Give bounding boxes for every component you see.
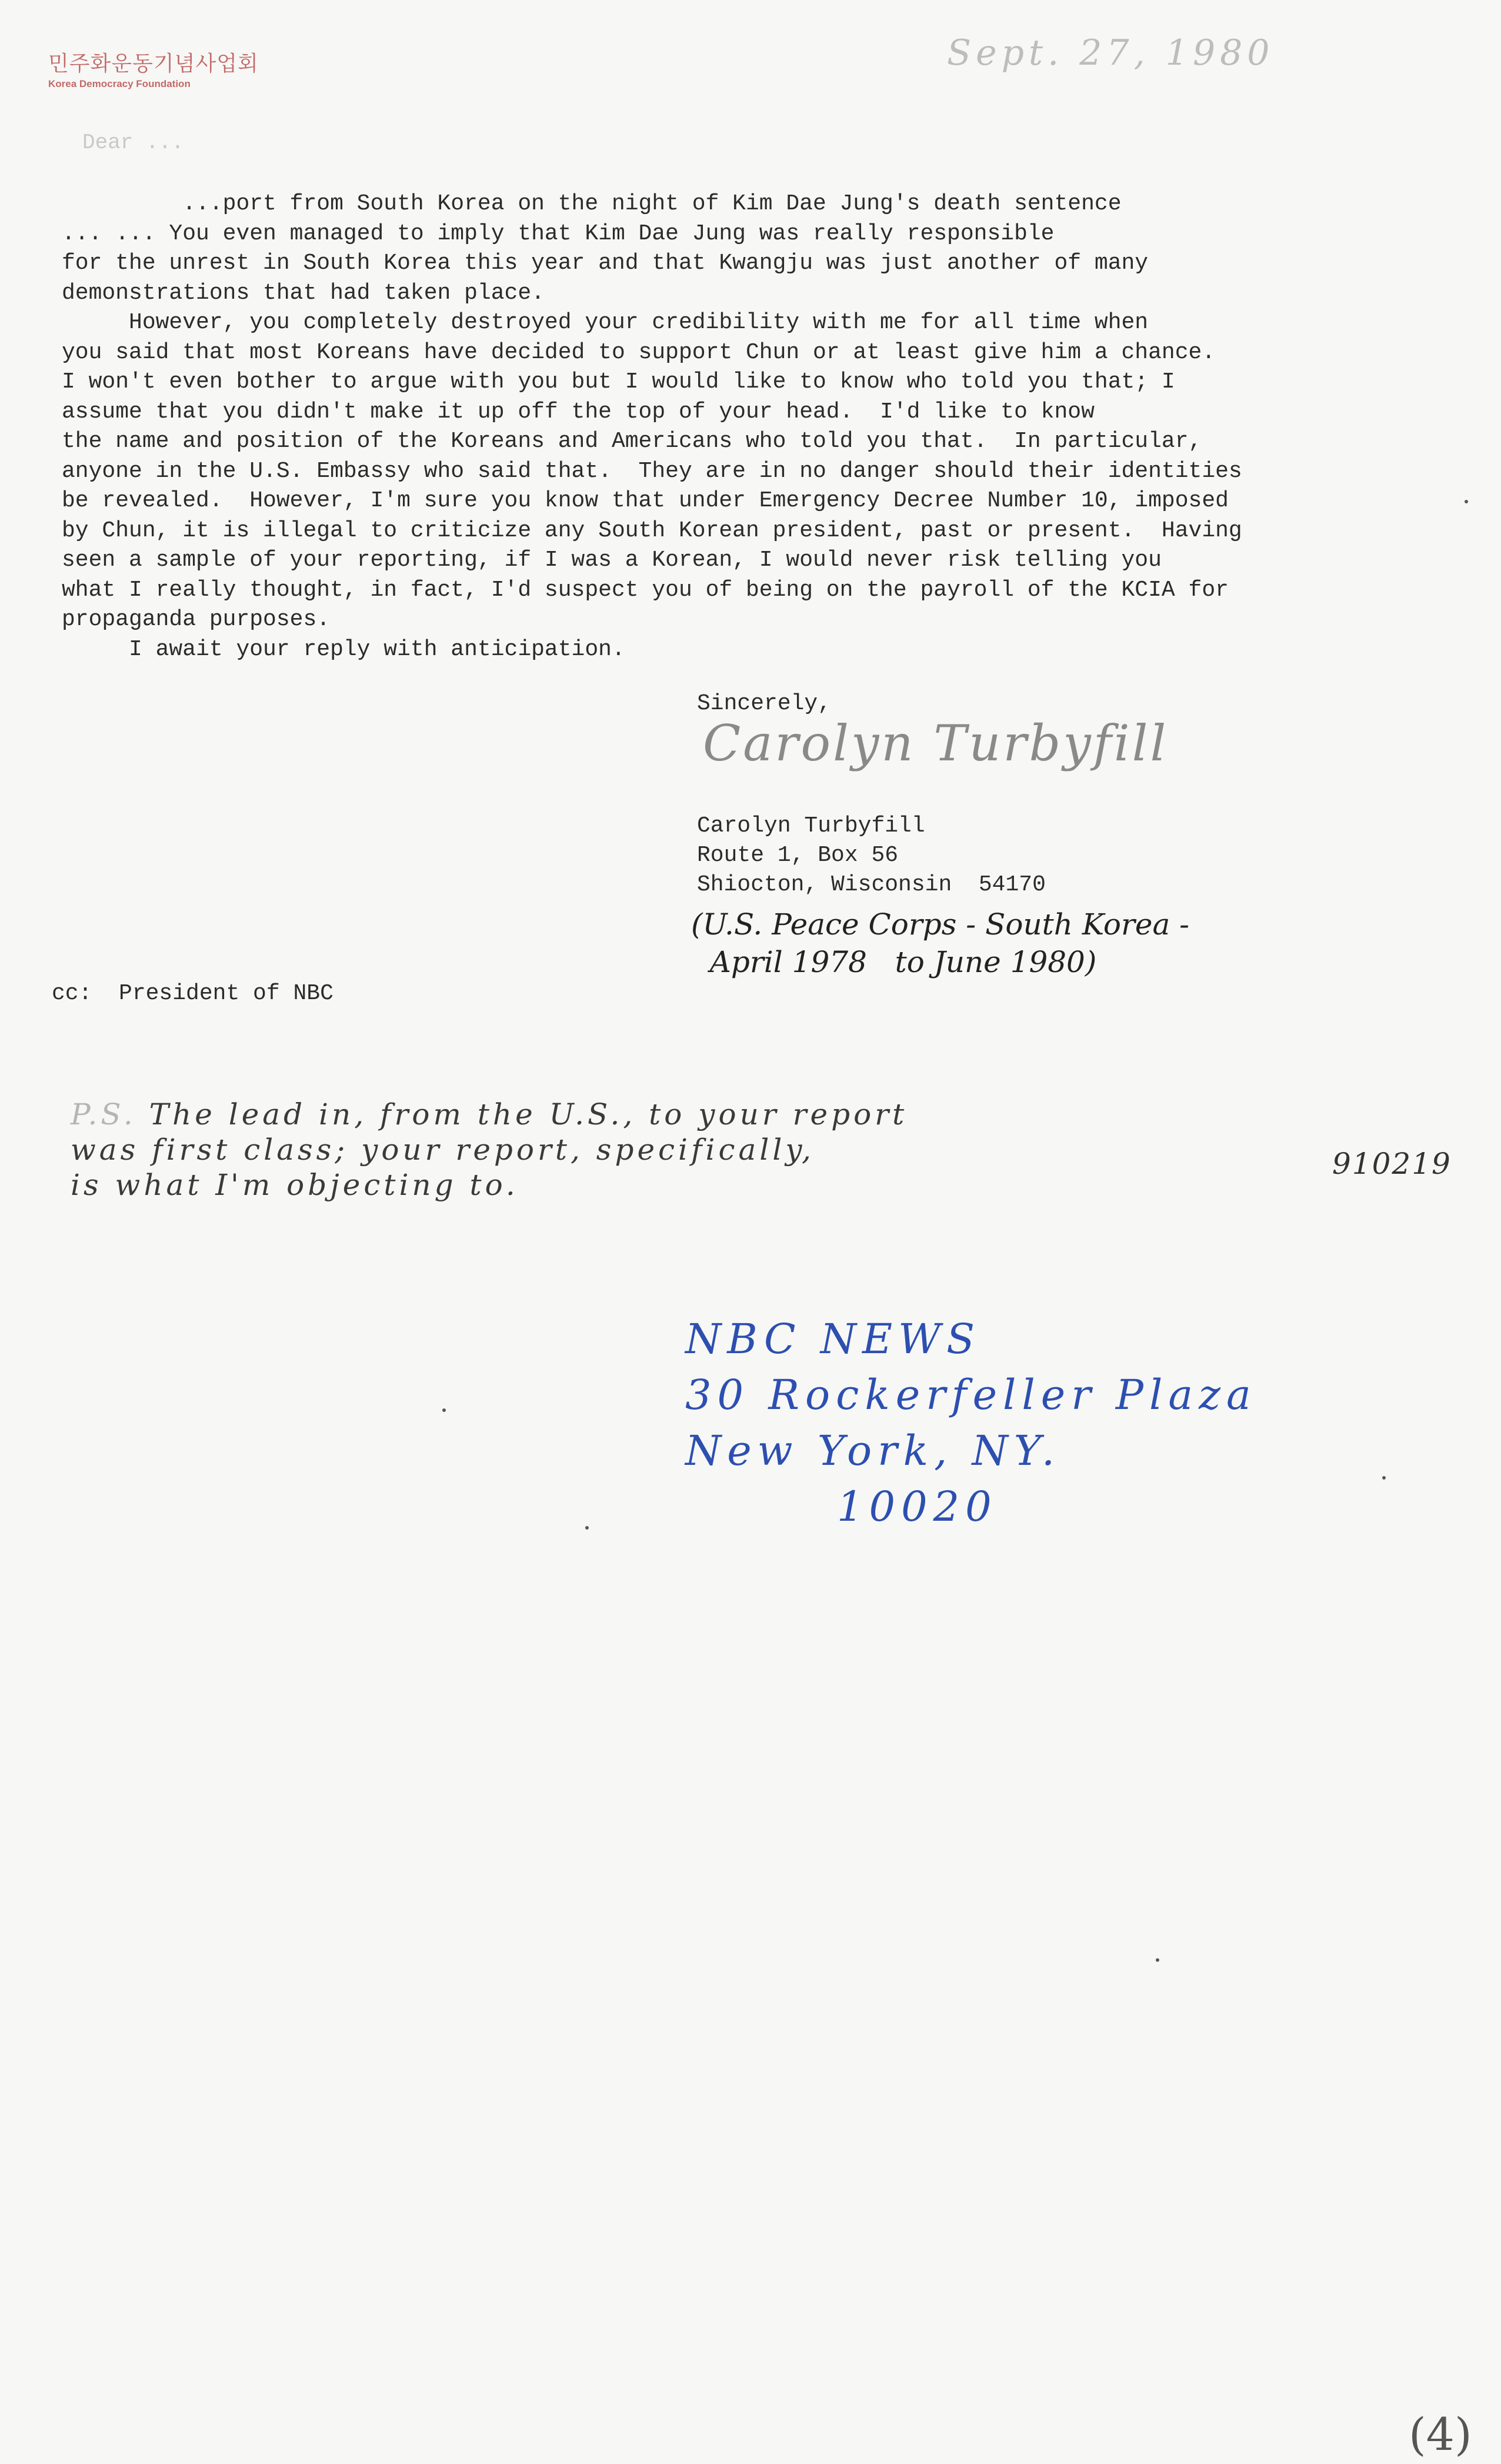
closing: Sincerely, [697, 691, 832, 716]
paper-speck [1156, 1958, 1159, 1962]
body-line: I await your reply with anticipation. [62, 636, 625, 662]
salutation: Dear ... [82, 131, 184, 155]
paper-speck [442, 1408, 446, 1412]
recipient-address [685, 1311, 1257, 1535]
recipient-line: NBC NEWS [685, 1315, 981, 1363]
body-line: ... ... You even managed to imply that Kim Dae Jung was really responsible [62, 221, 1055, 246]
body-line: the name and position of the Koreans and Americans who told you that. In particular, [62, 429, 1202, 454]
ps-line: is what I'm objecting to. [71, 1168, 519, 1202]
cc-line: cc: President of NBC [52, 981, 333, 1006]
sender-route: Route 1, Box 56 [697, 843, 899, 868]
ps-line: The lead in, from the U.S., to your report [136, 1097, 908, 1131]
body-line: for the unrest in South Korea this year and that Kwangju was just another of many [62, 251, 1149, 276]
page-number: (4) [1409, 2408, 1472, 2460]
ps-marker: P.S. [71, 1097, 136, 1131]
paper-speck [585, 1526, 589, 1530]
paper-speck [1465, 500, 1468, 503]
body-line: anyone in the U.S. Embassy who said that. They are in no danger should their identities [62, 458, 1242, 484]
body-line: propaganda purposes. [62, 607, 331, 632]
recipient-line: 10020 [685, 1483, 998, 1531]
postscript [71, 1097, 908, 1203]
recipient-line: 30 Rockerfeller Plaza [685, 1371, 1257, 1419]
body-line: seen a sample of your reporting, if I was a Korean, I would never risk telling you [62, 547, 1162, 573]
body-line: be revealed. However, I'm sure you know that under Emergency Decree Number 10, imposed [62, 488, 1229, 513]
peace-corps-line: April 1978 to June 1980) [691, 945, 1097, 979]
body-line: demonstrations that had taken place. [62, 280, 545, 306]
sender-city: Shiocton, Wisconsin 54170 [697, 872, 1046, 897]
sender-name: Carolyn Turbyfill [697, 813, 925, 839]
ps-line: was first class; your report, specifically, [71, 1133, 815, 1167]
watermark-english: Korea Democracy Foundation [48, 78, 191, 89]
foundation-watermark [48, 47, 259, 90]
reference-number: 910219 [1332, 1147, 1452, 1181]
paper-speck [1382, 1476, 1386, 1480]
peace-corps-line: (U.S. Peace Corps - South Korea - [691, 907, 1190, 941]
watermark-korean: 민주화운동기념사업회 [48, 52, 259, 76]
body-line: you said that most Koreans have decided to support Chun or at least give him a chance. [62, 339, 1216, 365]
body-line: ...port from South Korea on the night of Kim Dae Jung's death sentence [62, 191, 1122, 216]
body-line: assume that you didn't make it up off the top of your head. I'd like to know [62, 399, 1095, 425]
signature: Carolyn Turbyfill [703, 715, 1169, 772]
peace-corps-note [691, 906, 1189, 981]
handwritten-date: Sept. 27, 1980 [947, 32, 1275, 74]
body-line: I won't even bother to argue with you but I would like to know who told you that; I [62, 369, 1175, 395]
recipient-line: New York, NY. [685, 1427, 1061, 1475]
body-line: However, you completely destroyed your credibility with me for all time when [62, 310, 1149, 335]
body-line: by Chun, it is illegal to criticize any South Korean president, past or present. Having [62, 517, 1242, 543]
letter-body [62, 189, 1432, 665]
body-line: what I really thought, in fact, I'd suspect you of being on the payroll of the KCIA for [62, 577, 1229, 603]
sender-address [697, 812, 1046, 900]
